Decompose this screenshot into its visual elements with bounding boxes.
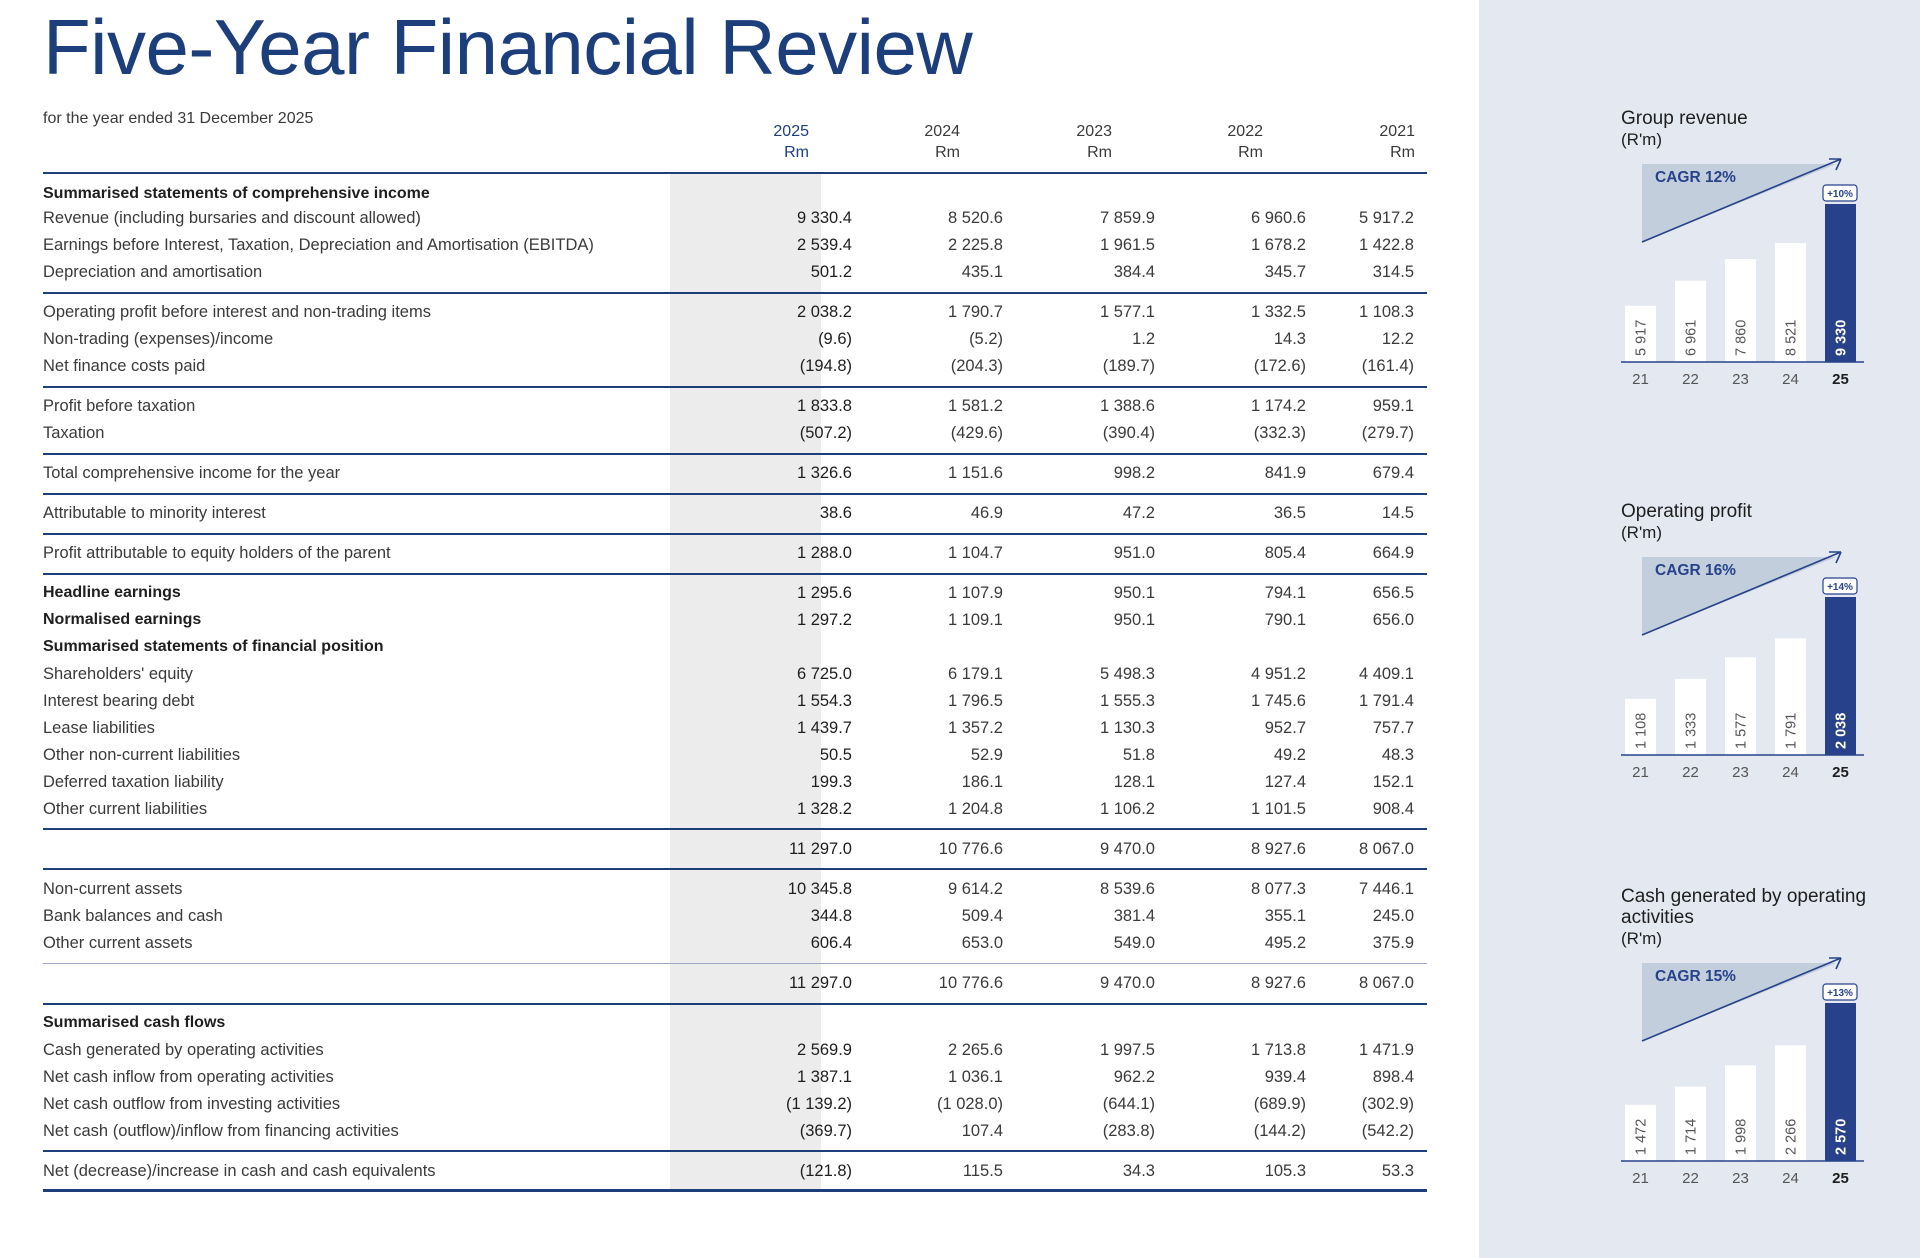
cell-2024: 52.9 (970, 746, 1003, 764)
row-label: Deferred taxation liability (43, 773, 224, 791)
cell-2022: 49.2 (1273, 746, 1306, 764)
cell-2021: 1 108.3 (1358, 303, 1414, 321)
cell-2024: (5.2) (969, 330, 1003, 348)
cell-2023: 34.3 (1122, 1162, 1155, 1180)
row-label: Profit attributable to equity holders of the parent (43, 544, 391, 562)
table-rule (43, 533, 1427, 535)
chart-plot (1621, 156, 1871, 406)
cell-2024: 1 790.7 (947, 303, 1003, 321)
growth-label: +14% (1827, 582, 1853, 593)
column-header-2022 (1173, 121, 1263, 163)
cell-2022: 6 960.6 (1250, 209, 1306, 227)
table-rule (43, 573, 1427, 575)
cell-2024: 1 204.8 (947, 800, 1003, 818)
row-label: Net finance costs paid (43, 357, 206, 375)
cell-2025: 2 539.4 (796, 236, 852, 254)
table-rule (43, 828, 1427, 830)
cagr-label: CAGR 12% (1655, 169, 1736, 186)
table-row (43, 300, 1427, 327)
cell-2025: (121.8) (799, 1162, 852, 1180)
cell-2024: 1 104.7 (947, 544, 1003, 562)
cell-2023: (283.8) (1102, 1122, 1155, 1140)
cell-2024: 1 109.1 (947, 611, 1003, 629)
cell-2025: 1 328.2 (796, 800, 852, 818)
cell-2021: 48.3 (1381, 746, 1414, 764)
cell-2024: 10 776.6 (938, 840, 1003, 858)
bar-value-label: 1 472 (1633, 1118, 1650, 1155)
table-rule (43, 292, 1427, 294)
row-label: Headline earnings (43, 584, 181, 601)
cell-2025: 38.6 (819, 504, 852, 522)
cell-2022: 841.9 (1264, 464, 1306, 482)
cell-2021: 908.4 (1372, 800, 1414, 818)
cell-2025: 1 387.1 (796, 1068, 852, 1086)
chart-unit: (R'm) (1621, 130, 1663, 149)
cell-2025: 50.5 (819, 746, 852, 764)
cell-2021: 1 791.4 (1358, 692, 1414, 710)
cell-2023: 1.2 (1132, 330, 1155, 348)
cell-2023: 128.1 (1113, 773, 1155, 791)
table-row (43, 743, 1427, 770)
cell-2024: 2 225.8 (947, 236, 1003, 254)
row-label: Depreciation and amortisation (43, 263, 263, 281)
cell-2021: 12.2 (1381, 330, 1414, 348)
cell-2025: (194.8) (799, 357, 852, 375)
bar-value-label: 2 038 (1833, 712, 1850, 749)
table-rule (43, 1003, 1427, 1005)
chart-title: Group revenue (1621, 108, 1748, 129)
cell-2021: 53.3 (1381, 1162, 1414, 1180)
x-tick-label: 24 (1782, 764, 1799, 781)
table-row (43, 635, 1427, 662)
row-label: Net cash inflow from operating activities (43, 1068, 334, 1086)
cell-2021: 4 409.1 (1358, 665, 1414, 683)
cell-2021: 664.9 (1372, 544, 1414, 562)
cell-2024: 9 614.2 (947, 880, 1003, 898)
table-row (43, 1092, 1427, 1119)
row-label: Summarised cash flows (43, 1014, 226, 1031)
cell-2022: 794.1 (1264, 584, 1306, 602)
cell-2025: 1 295.6 (796, 584, 852, 602)
cell-2025: 1 833.8 (796, 397, 852, 415)
cell-2024: 1 107.9 (947, 584, 1003, 602)
x-tick-label: 24 (1782, 371, 1799, 388)
row-label: Lease liabilities (43, 719, 155, 737)
cell-2021: (542.2) (1361, 1122, 1414, 1140)
cell-2024: 10 776.6 (938, 974, 1003, 992)
column-header-year: 2023 (1076, 123, 1112, 140)
row-label: Other non-current liabilities (43, 746, 241, 764)
row-label: Other current liabilities (43, 800, 208, 818)
cell-2025: (9.6) (818, 330, 852, 348)
cell-2022: (689.9) (1253, 1095, 1306, 1113)
cell-2023: 5 498.3 (1099, 665, 1155, 683)
cell-2025: 501.2 (810, 263, 852, 281)
table-row (43, 797, 1427, 824)
cell-2021: (161.4) (1361, 357, 1414, 375)
row-label: Profit before taxation (43, 397, 196, 415)
cell-2021: 314.5 (1372, 263, 1414, 281)
cell-2024: 6 179.1 (947, 665, 1003, 683)
cell-2025: 11 297.0 (788, 974, 852, 992)
column-header-unit: Rm (1390, 144, 1415, 161)
column-header-2023 (1022, 121, 1112, 163)
cell-2022: 1 713.8 (1250, 1041, 1306, 1059)
cell-2024: 107.4 (961, 1122, 1003, 1140)
table-row (43, 877, 1427, 904)
table-row (43, 541, 1427, 568)
table-row (43, 233, 1427, 260)
cell-2023: 998.2 (1113, 464, 1155, 482)
table-row (43, 421, 1427, 448)
cell-2022: 1 678.2 (1250, 236, 1306, 254)
table-row (43, 260, 1427, 287)
cell-2022: 939.4 (1264, 1068, 1306, 1086)
chart-unit: (R'm) (1621, 929, 1663, 948)
column-header-unit: Rm (1087, 144, 1112, 161)
cell-2021: 898.4 (1372, 1068, 1414, 1086)
bar-value-label: 1 714 (1683, 1118, 1700, 1155)
cell-2024: 1 151.6 (947, 464, 1003, 482)
cell-2021: 375.9 (1372, 934, 1414, 952)
x-tick-label: 22 (1682, 764, 1699, 781)
cell-2022: (332.3) (1253, 424, 1306, 442)
chart-title: Operating profit (1621, 501, 1752, 522)
table-row (43, 716, 1427, 743)
row-label: Net (decrease)/increase in cash and cash equivalents (43, 1162, 436, 1180)
x-tick-label: 21 (1632, 1170, 1649, 1187)
table-rule (43, 1150, 1427, 1152)
cell-2023: 950.1 (1113, 584, 1155, 602)
cell-2022: 8 927.6 (1250, 840, 1306, 858)
table-row (43, 327, 1427, 354)
column-header-2024 (870, 121, 960, 163)
x-tick-label: 23 (1732, 764, 1749, 781)
cell-2021: (279.7) (1361, 424, 1414, 442)
cell-2023: 381.4 (1113, 907, 1155, 925)
row-label: Total comprehensive income for the year (43, 464, 341, 482)
cell-2021: 656.5 (1372, 584, 1414, 602)
cell-2023: 950.1 (1113, 611, 1155, 629)
cell-2021: 8 067.0 (1358, 840, 1414, 858)
cell-2021: 7 446.1 (1358, 880, 1414, 898)
cell-2021: 959.1 (1372, 397, 1414, 415)
x-tick-label: 21 (1632, 371, 1649, 388)
cell-2024: 435.1 (961, 263, 1003, 281)
table-row (43, 354, 1427, 381)
table-row (43, 1119, 1427, 1146)
page-subtitle: for the year ended 31 December 2025 (43, 110, 314, 127)
column-header-2021 (1325, 121, 1415, 163)
table-row (43, 689, 1427, 716)
cell-2024: (429.6) (950, 424, 1003, 442)
column-header-year: 2025 (773, 123, 809, 140)
cell-2021: 679.4 (1372, 464, 1414, 482)
table-row (43, 1065, 1427, 1092)
row-label: Non-trading (expenses)/income (43, 330, 274, 348)
cell-2021: 5 917.2 (1358, 209, 1414, 227)
bar-value-label: 9 330 (1833, 319, 1850, 356)
row-label: Other current assets (43, 934, 193, 952)
chart-unit: (R'm) (1621, 523, 1663, 542)
column-header-2025 (719, 121, 809, 163)
table-row (43, 394, 1427, 421)
row-label: Summarised statements of comprehensive income (43, 185, 430, 202)
cell-2025: 10 345.8 (787, 880, 852, 898)
cell-2022: 790.1 (1264, 611, 1306, 629)
cell-2022: 1 745.6 (1250, 692, 1306, 710)
cell-2021: 14.5 (1381, 504, 1414, 522)
cell-2024: 509.4 (961, 907, 1003, 925)
bar-value-label: 1 108 (1633, 712, 1650, 749)
cell-2022: (172.6) (1253, 357, 1306, 375)
cell-2021: 8 067.0 (1358, 974, 1414, 992)
cell-2022: 36.5 (1273, 504, 1306, 522)
page-title: Five-Year Financial Review (43, 3, 973, 91)
row-label: Summarised statements of financial position (43, 638, 384, 655)
chart-plot (1621, 955, 1871, 1205)
row-label: Cash generated by operating activities (43, 1041, 324, 1059)
cell-2024: 653.0 (961, 934, 1003, 952)
table-row (43, 904, 1427, 931)
column-header-year: 2024 (924, 123, 960, 140)
cell-2025: 199.3 (810, 773, 852, 791)
x-tick-label: 25 (1832, 371, 1849, 388)
x-tick-label: 21 (1632, 764, 1649, 781)
cell-2022: (144.2) (1253, 1122, 1306, 1140)
column-header-unit: Rm (935, 144, 960, 161)
cell-2021: 1 471.9 (1358, 1041, 1414, 1059)
x-tick-label: 25 (1832, 1170, 1849, 1187)
row-label: Attributable to minority interest (43, 504, 266, 522)
table-row (43, 971, 1427, 998)
bar-value-label: 2 266 (1783, 1118, 1800, 1155)
row-label: Bank balances and cash (43, 907, 223, 925)
cell-2024: 1 036.1 (947, 1068, 1003, 1086)
table-rule (43, 493, 1427, 495)
cell-2023: 951.0 (1113, 544, 1155, 562)
growth-label: +13% (1827, 988, 1853, 999)
operating-profit-chart (1621, 501, 1871, 799)
table-row (43, 461, 1427, 488)
cell-2024: 1 357.2 (947, 719, 1003, 737)
cell-2025: 1 288.0 (796, 544, 852, 562)
cell-2025: 2 569.9 (796, 1041, 852, 1059)
cell-2021: 1 422.8 (1358, 236, 1414, 254)
table-rule (43, 963, 1427, 964)
cell-2024: 2 265.6 (947, 1041, 1003, 1059)
cell-2025: 9 330.4 (796, 209, 852, 227)
row-label: Net cash outflow from investing activities (43, 1095, 341, 1113)
cell-2023: 1 388.6 (1099, 397, 1155, 415)
table-row (43, 662, 1427, 689)
table-rule (43, 386, 1427, 388)
cell-2021: (302.9) (1361, 1095, 1414, 1113)
cell-2022: 355.1 (1264, 907, 1306, 925)
cell-2025: 1 554.3 (796, 692, 852, 710)
cell-2025: 11 297.0 (788, 840, 852, 858)
cell-2021: 245.0 (1372, 907, 1414, 925)
cagr-label: CAGR 15% (1655, 968, 1736, 985)
bar-value-label: 1 577 (1733, 712, 1750, 749)
growth-label: +10% (1827, 189, 1853, 200)
cell-2025: (507.2) (799, 424, 852, 442)
cell-2022: 1 101.5 (1250, 800, 1306, 818)
cell-2022: 8 077.3 (1250, 880, 1306, 898)
row-label: Operating profit before interest and non-trading items (43, 303, 431, 321)
row-label: Non-current assets (43, 880, 183, 898)
x-tick-label: 25 (1832, 764, 1849, 781)
cell-2024: 1 581.2 (947, 397, 1003, 415)
cell-2023: 1 961.5 (1099, 236, 1155, 254)
chart-plot (1621, 549, 1871, 799)
cell-2022: 127.4 (1264, 773, 1306, 791)
bar-value-label: 2 570 (1833, 1118, 1850, 1155)
row-label: Earnings before Interest, Taxation, Depreciation and Amortisation (EBITDA) (43, 236, 594, 254)
cell-2021: 656.0 (1372, 611, 1414, 629)
cell-2023: 962.2 (1113, 1068, 1155, 1086)
table-row (43, 931, 1427, 958)
cell-2023: 8 539.6 (1099, 880, 1155, 898)
cell-2025: (1 139.2) (785, 1095, 852, 1113)
cell-2025: 6 725.0 (796, 665, 852, 683)
column-header-year: 2021 (1379, 123, 1415, 140)
cell-2022: 1 332.5 (1250, 303, 1306, 321)
header-rule (43, 172, 1427, 174)
cell-2022: 4 951.2 (1250, 665, 1306, 683)
bar-value-label: 7 860 (1733, 319, 1750, 356)
cell-2024: 1 796.5 (947, 692, 1003, 710)
cell-2025: 1 326.6 (796, 464, 852, 482)
cell-2024: 46.9 (970, 504, 1003, 522)
cell-2025: 1 439.7 (796, 719, 852, 737)
cell-2025: 2 038.2 (796, 303, 852, 321)
cell-2022: 8 927.6 (1250, 974, 1306, 992)
cell-2024: 115.5 (962, 1162, 1003, 1180)
cell-2022: 105.3 (1264, 1162, 1306, 1180)
cell-2022: 495.2 (1264, 934, 1306, 952)
cell-2023: 1 130.3 (1099, 719, 1155, 737)
row-label: Net cash (outflow)/inflow from financing activities (43, 1122, 399, 1140)
table-row (43, 581, 1427, 608)
table-row (43, 501, 1427, 528)
cell-2023: 384.4 (1113, 263, 1155, 281)
table-rule (43, 1189, 1427, 1192)
table-row (43, 770, 1427, 797)
cagr-label: CAGR 16% (1655, 562, 1736, 579)
table-row (43, 206, 1427, 233)
cell-2023: 1 106.2 (1099, 800, 1155, 818)
cell-2021: 757.7 (1372, 719, 1414, 737)
cell-2024: (1 028.0) (936, 1095, 1003, 1113)
cell-2022: 345.7 (1264, 263, 1306, 281)
cell-2023: 7 859.9 (1099, 209, 1155, 227)
column-header-unit: Rm (784, 144, 809, 161)
table-row (43, 608, 1427, 635)
row-label: Shareholders' equity (43, 665, 193, 683)
chart-title: Cash generated by operating activities (1621, 886, 1867, 928)
row-label: Revenue (including bursaries and discount allowed) (43, 209, 421, 227)
cell-2023: 549.0 (1113, 934, 1155, 952)
cell-2023: 51.8 (1122, 746, 1155, 764)
column-header-year: 2022 (1227, 123, 1263, 140)
cell-2023: 1 555.3 (1099, 692, 1155, 710)
cell-2022: 952.7 (1264, 719, 1306, 737)
table-row (43, 837, 1427, 864)
cell-2023: 1 997.5 (1099, 1041, 1155, 1059)
group-revenue-chart (1621, 108, 1871, 406)
bar-value-label: 8 521 (1783, 319, 1800, 356)
x-tick-label: 24 (1782, 1170, 1799, 1187)
bar-value-label: 5 917 (1633, 319, 1650, 356)
x-tick-label: 23 (1732, 371, 1749, 388)
cell-2024: 8 520.6 (947, 209, 1003, 227)
row-label: Taxation (43, 424, 105, 442)
bar-value-label: 1 998 (1733, 1118, 1750, 1155)
table-row (43, 1011, 1427, 1038)
table-rule (43, 453, 1427, 455)
cell-2023: 9 470.0 (1099, 840, 1155, 858)
cell-2022: 805.4 (1264, 544, 1306, 562)
cell-2025: 606.4 (810, 934, 852, 952)
table-row (43, 1038, 1427, 1065)
table-rule (43, 868, 1427, 870)
row-label: Interest bearing debt (43, 692, 195, 710)
cell-2021: 152.1 (1372, 773, 1414, 791)
table-row (43, 1159, 1427, 1186)
cash-generated-chart (1621, 886, 1871, 1205)
cell-2023: (390.4) (1102, 424, 1155, 442)
cell-2023: (189.7) (1102, 357, 1155, 375)
column-header-unit: Rm (1238, 144, 1263, 161)
cell-2024: 186.1 (961, 773, 1003, 791)
cell-2024: (204.3) (950, 357, 1003, 375)
cell-2023: 47.2 (1122, 504, 1155, 522)
bar-value-label: 1 333 (1683, 712, 1700, 749)
cell-2025: 344.8 (810, 907, 852, 925)
cell-2022: 1 174.2 (1250, 397, 1306, 415)
x-tick-label: 23 (1732, 1170, 1749, 1187)
cell-2023: 9 470.0 (1099, 974, 1155, 992)
cell-2023: 1 577.1 (1099, 303, 1155, 321)
cell-2025: 1 297.2 (796, 611, 852, 629)
cell-2025: (369.7) (799, 1122, 852, 1140)
row-label: Normalised earnings (43, 611, 202, 628)
bar-value-label: 6 961 (1683, 319, 1700, 356)
x-tick-label: 22 (1682, 371, 1699, 388)
bar-value-label: 1 791 (1783, 712, 1800, 749)
cell-2022: 14.3 (1273, 330, 1306, 348)
x-tick-label: 22 (1682, 1170, 1699, 1187)
cell-2023: (644.1) (1102, 1095, 1155, 1113)
table-row (43, 182, 1427, 209)
